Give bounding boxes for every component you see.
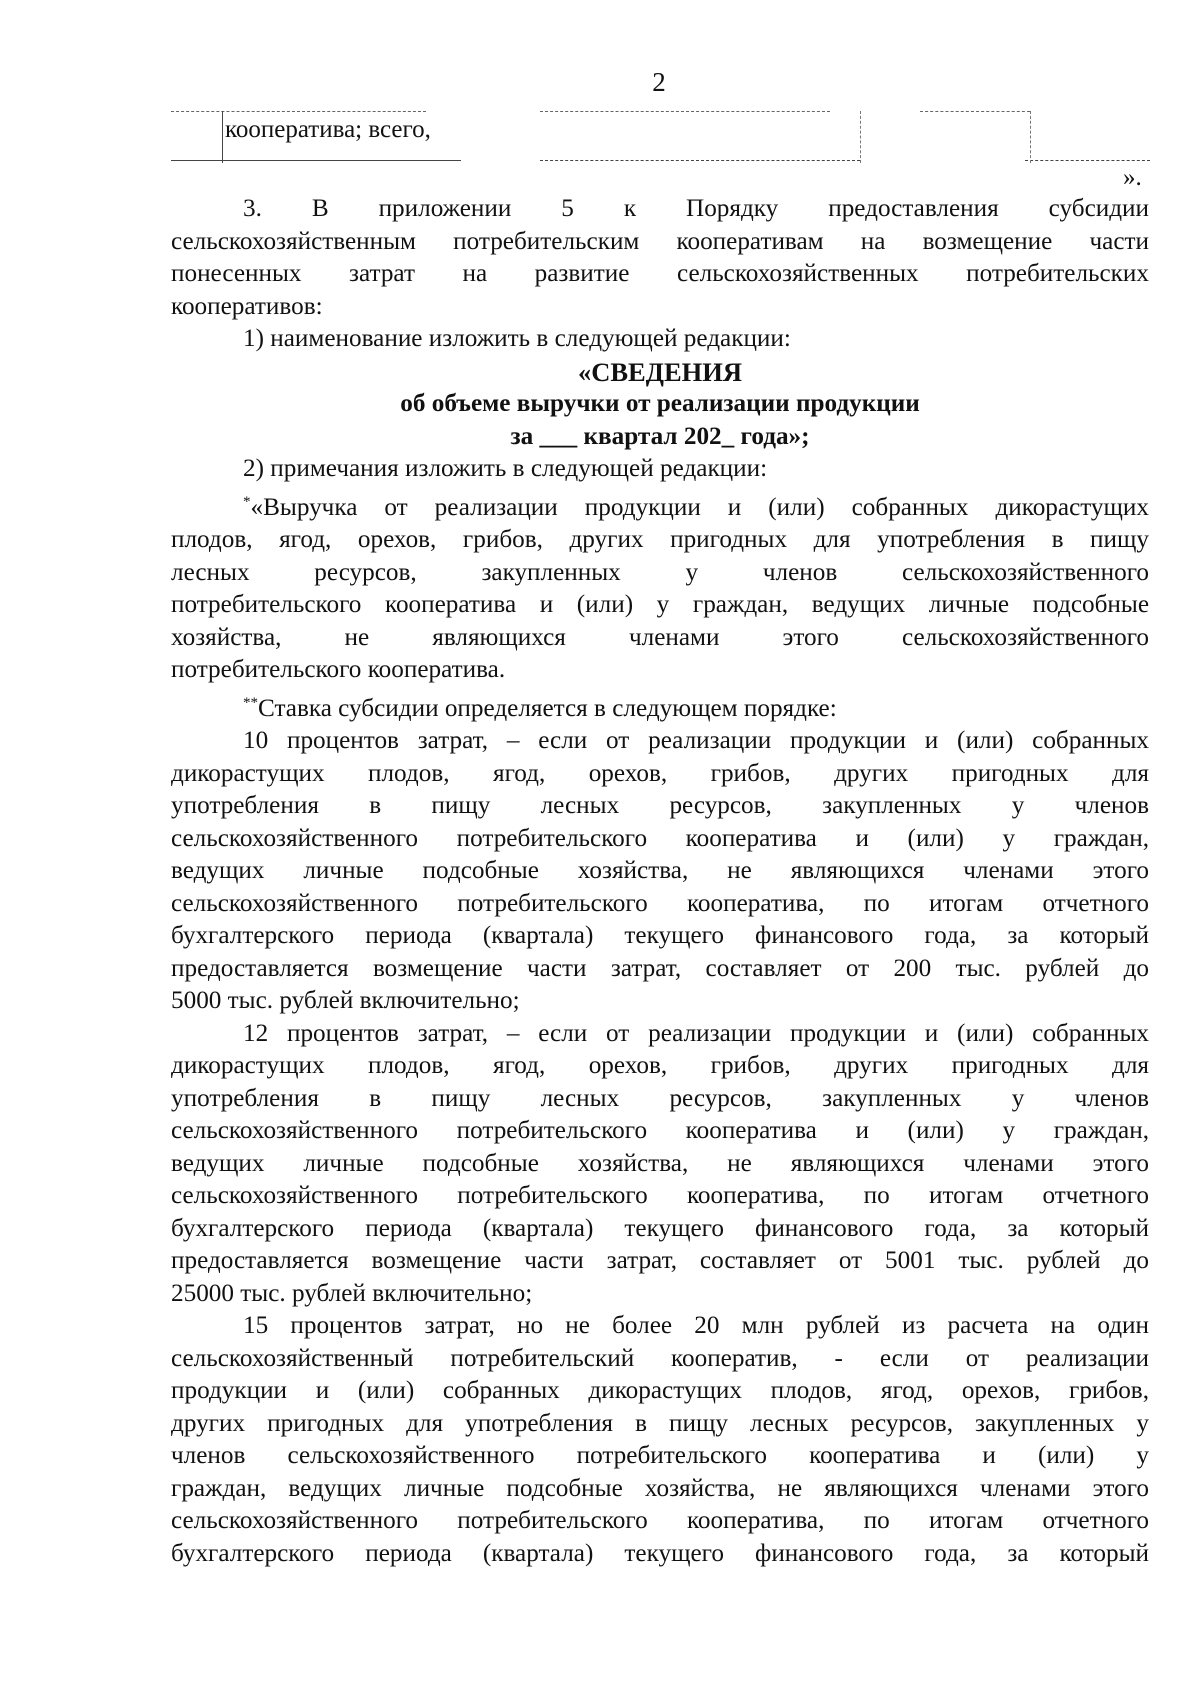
paragraph-line: потребительского кооператива. [171,656,506,683]
rate-12-paragraph: 12 процентов затрат, – если от реализации продукции и (или) собранных [243,1019,1149,1047]
paragraph-line: сельскохозяйственного потребительского кооператива и (или) у граждан, [171,1117,1149,1144]
paragraph-line: потребительского кооператива и (или) у граждан, ведущих личные подсобные [171,591,1149,618]
paragraph-line: ведущих личные подсобные хозяйства, не являющихся членами этого [171,1149,1149,1177]
paragraph-line: сельскохозяйственного потребительского кооператива, по итогам отчетного [171,1182,1149,1209]
note-1-first-line [171,486,1149,525]
table-top-border [171,111,426,112]
note-2-text: Ставка субсидии определяется в следующем порядке: [258,694,837,722]
paragraph-line: бухгалтерского периода (квартала) текущего финансового года, за который [171,922,1149,949]
paragraph-line: бухгалтерского периода (квартала) текущего финансового года, за который [171,1214,1149,1242]
paragraph-line: сельскохозяйственного потребительского кооператива и (или) у граждан, [171,824,1149,852]
paragraph-line: других пригодных для употребления в пищу лесных ресурсов, закупленных у [171,1409,1149,1437]
paragraph-line: употребления в пищу лесных ресурсов, закупленных у членов [171,792,1149,819]
subitem-1: 1) наименование изложить в следующей редакции: [243,325,791,352]
paragraph-line: предоставляется возмещение части затрат, составляет от 200 тыс. рублей до [171,954,1149,982]
table-bottom-border [1025,160,1150,161]
paragraph-line: сельскохозяйственный потребительский кооператив, - если от реализации [171,1344,1149,1372]
paragraph-line: плодов, ягод, орехов, грибов, других пригодных для употребления в пищу [171,526,1149,553]
paragraph-line: кооперативов: [171,292,323,320]
page-number: 2 [652,67,666,97]
paragraph-line: дикорастущих плодов, ягод, орехов, грибов, других пригодных для [171,759,1149,787]
rate-15-paragraph: 15 процентов затрат, но не более 20 млн рублей из расчета на один [243,1312,1149,1339]
table-cell-divider [222,111,223,163]
paragraph-line: членов сельскохозяйственного потребительского кооператива и (или) у [171,1442,1149,1469]
heading-period: за ___ квартал 202_ года»; [510,422,810,450]
table-cell-divider [1030,111,1031,163]
note-1-text: «Выручка от реализации продукции и (или) собранных дикорастущих [250,493,1149,521]
table-cell-text: кооператива; всего, [225,116,431,143]
closing-quote: ». [1123,164,1142,191]
paragraph-line: сельскохозяйственного потребительского кооператива, по итогам отчетного [171,1507,1149,1534]
paragraph-line: употребления в пищу лесных ресурсов, закупленных у членов [171,1084,1149,1112]
paragraph-item-3: 3. В приложении 5 к Порядку предоставления субсидии [243,195,1149,222]
paragraph-line: понесенных затрат на развитие сельскохозяйственных потребительских [171,260,1149,287]
paragraph-line: лесных ресурсов, закупленных у членов сельскохозяйственного [171,558,1149,586]
document-body [171,193,1149,1570]
footnote-marker: * [243,493,251,510]
paragraph-line: сельскохозяйственным потребительским кооперативам на возмещение части [171,227,1149,255]
table-bottom-border [540,160,860,161]
note-2-line [171,687,1149,726]
table-top-border [540,111,830,112]
paragraph-line: предоставляется возмещение части затрат, составляет от 5001 тыс. рублей до [171,1247,1149,1274]
table-top-border [920,111,1030,112]
paragraph-line: сельскохозяйственного потребительского кооператива, по итогам отчетного [171,889,1149,917]
paragraph-line: граждан, ведущих личные подсобные хозяйства, не являющихся членами этого [171,1474,1149,1502]
paragraph-line: продукции и (или) собранных дикорастущих плодов, ягод, орехов, грибов, [171,1377,1149,1404]
table-cell-divider [860,111,861,163]
heading-title: «СВЕДЕНИЯ [577,356,742,387]
paragraph-line: хозяйства, не являющихся членами этого сельскохозяйственного [171,623,1149,651]
table-bottom-border [171,160,461,161]
paragraph-line: 25000 тыс. рублей включительно; [171,1279,533,1307]
paragraph-line: 5000 тыс. рублей включительно; [171,987,520,1014]
paragraph-line: дикорастущих плодов, ягод, орехов, грибов, других пригодных для [171,1052,1149,1079]
paragraph-line: бухгалтерского периода (квартала) текущего финансового года, за который [171,1539,1149,1567]
heading-subtitle: об объеме выручки от реализации продукции [400,390,920,417]
rate-10-paragraph: 10 процентов затрат, – если от реализации продукции и (или) собранных [243,727,1149,754]
subitem-2: 2) примечания изложить в следующей редакции: [243,455,768,482]
paragraph-line: ведущих личные подсобные хозяйства, не являющихся членами этого [171,857,1149,884]
footnote-marker: ** [243,694,258,711]
